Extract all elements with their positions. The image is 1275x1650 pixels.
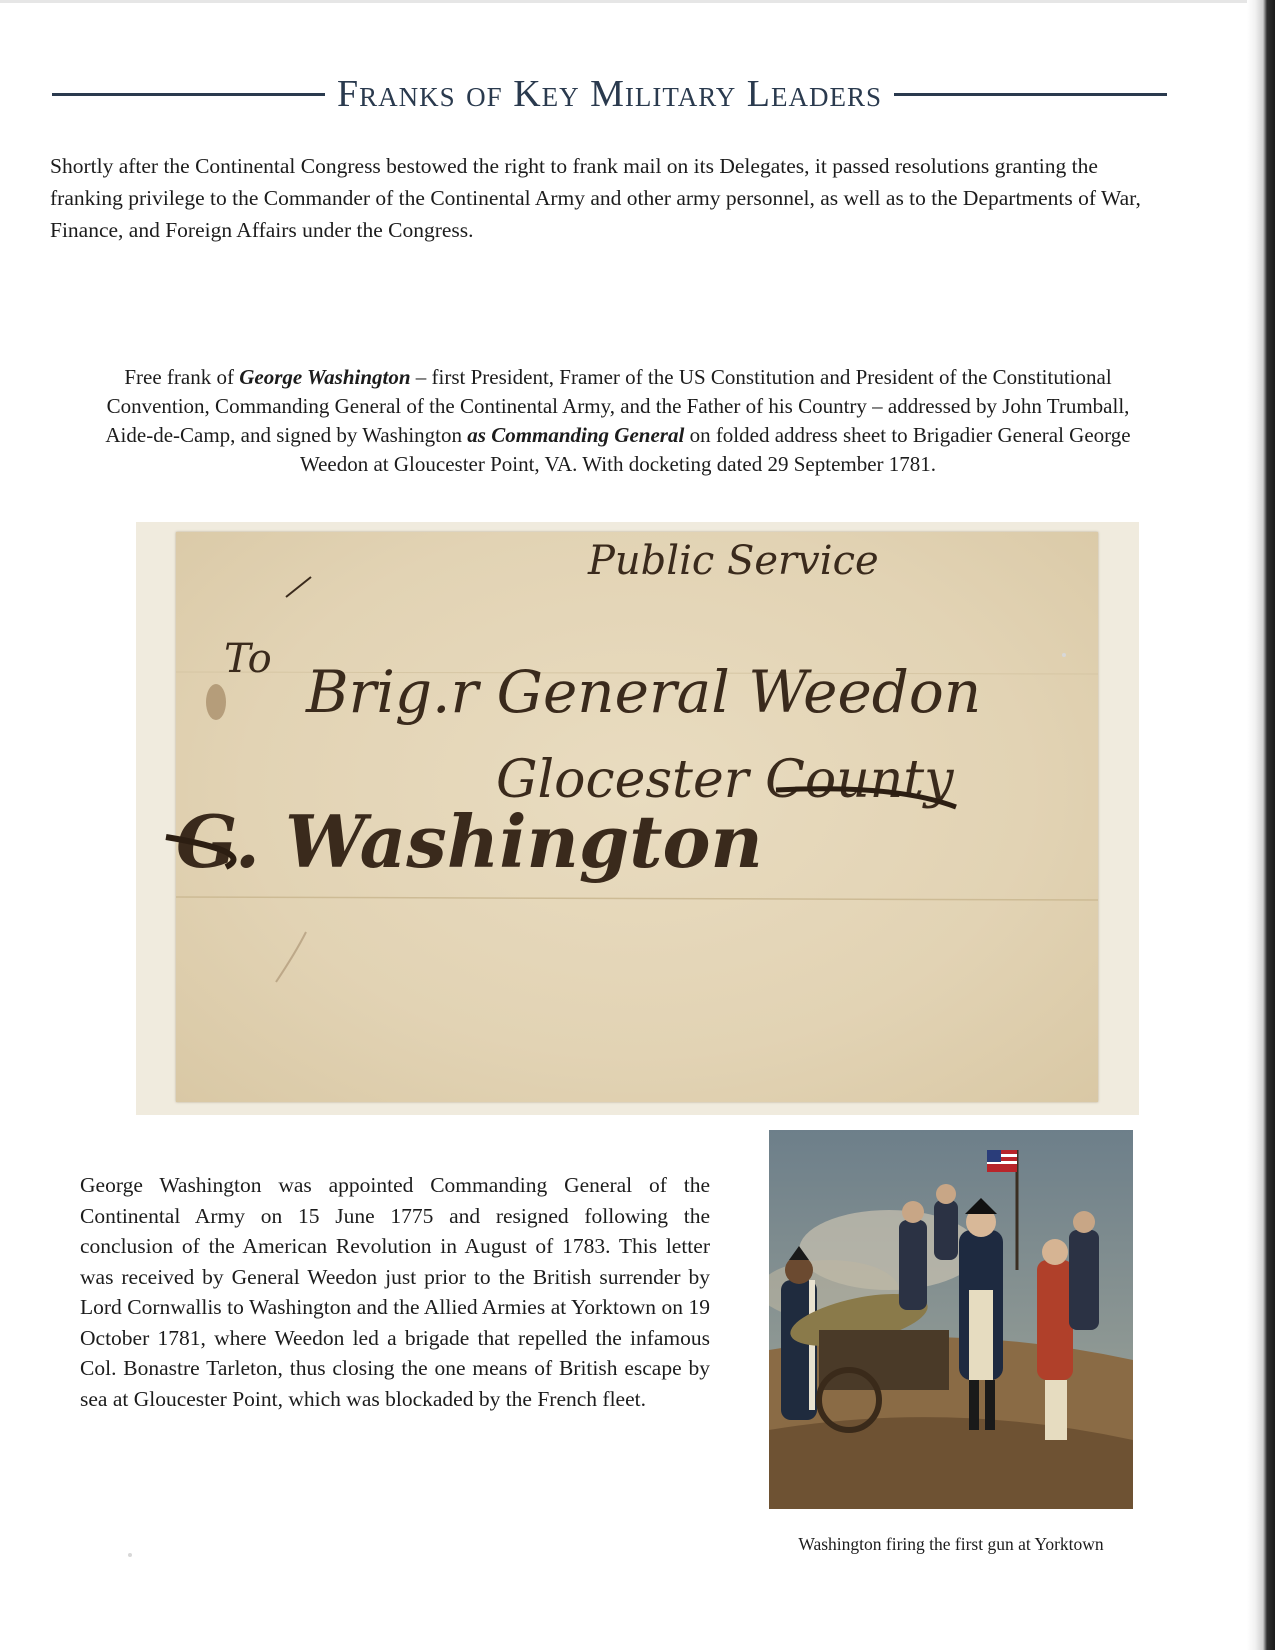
- yorktown-painting: [769, 1130, 1133, 1509]
- frank-emphasis: as Commanding General: [467, 423, 685, 447]
- header-rule-left: [52, 93, 325, 96]
- page-header: [52, 64, 1167, 124]
- letter-cover-image: [136, 522, 1139, 1115]
- letter-line-public-service: Public Service: [588, 538, 879, 584]
- frank-description: [88, 363, 1148, 479]
- letter-handwriting: [136, 522, 1139, 1115]
- painting-illustration: [769, 1130, 1133, 1509]
- frank-suffix: on folded address sheet to Brigadier General George Weedon at Gloucester Point, VA. With docketing dated 29 September 1781.: [299, 423, 1131, 476]
- page-title: Franks of Key Military Leaders: [337, 73, 882, 115]
- letter-line-addressee: Brig.r General Weedon: [306, 658, 982, 726]
- page-speck: [128, 1553, 132, 1557]
- painting-caption: Washington firing the first gun at Yorktown: [798, 1534, 1104, 1554]
- frank-name: George Washington: [239, 365, 411, 389]
- intro-paragraph: Shortly after the Continental Congress bestowed the right to frank mail on its Delegates, it passed resolutions granting the franking privilege to the Commander of the Continental Army and other army personnel, as well as to the Departments of War, Finance, and Foreign Affairs under the Congress.: [50, 154, 1141, 242]
- frank-middle: – first President, Framer of the US Constitution and President of the Constitutional Convention, Commanding General of the Continental Army, and the Father of his Country – addressed by John Trumball, Aide-de-Camp, and signed by Washington: [105, 365, 1130, 447]
- page-speck: [1062, 653, 1066, 657]
- letter-line-to: To: [224, 636, 272, 682]
- bio-paragraph: George Washington was appointed Commanding General of the Continental Army on 15 June 1775 and resigned following the conclusion of the American Revolution in August of 1783. This letter was received by General Weedon just prior to the British surrender by Lord Cornwallis to Washington and the Allied Armies at Yorktown on 19 October 1781, where Weedon led a brigade that repelled the infamous Col. Bonastre Tarleton, thus closing the one means of British escape by sea at Gloucester Point, which was blockaded by the French fleet.: [80, 1173, 710, 1411]
- header-rule-right: [894, 93, 1167, 96]
- frank-prefix: Free frank of: [124, 365, 240, 389]
- binder-edge: [1247, 0, 1275, 1650]
- letter-line-county: Glocester County: [496, 750, 954, 810]
- page-top-edge: [0, 0, 1247, 3]
- letter-signature: G. Washington: [176, 799, 763, 884]
